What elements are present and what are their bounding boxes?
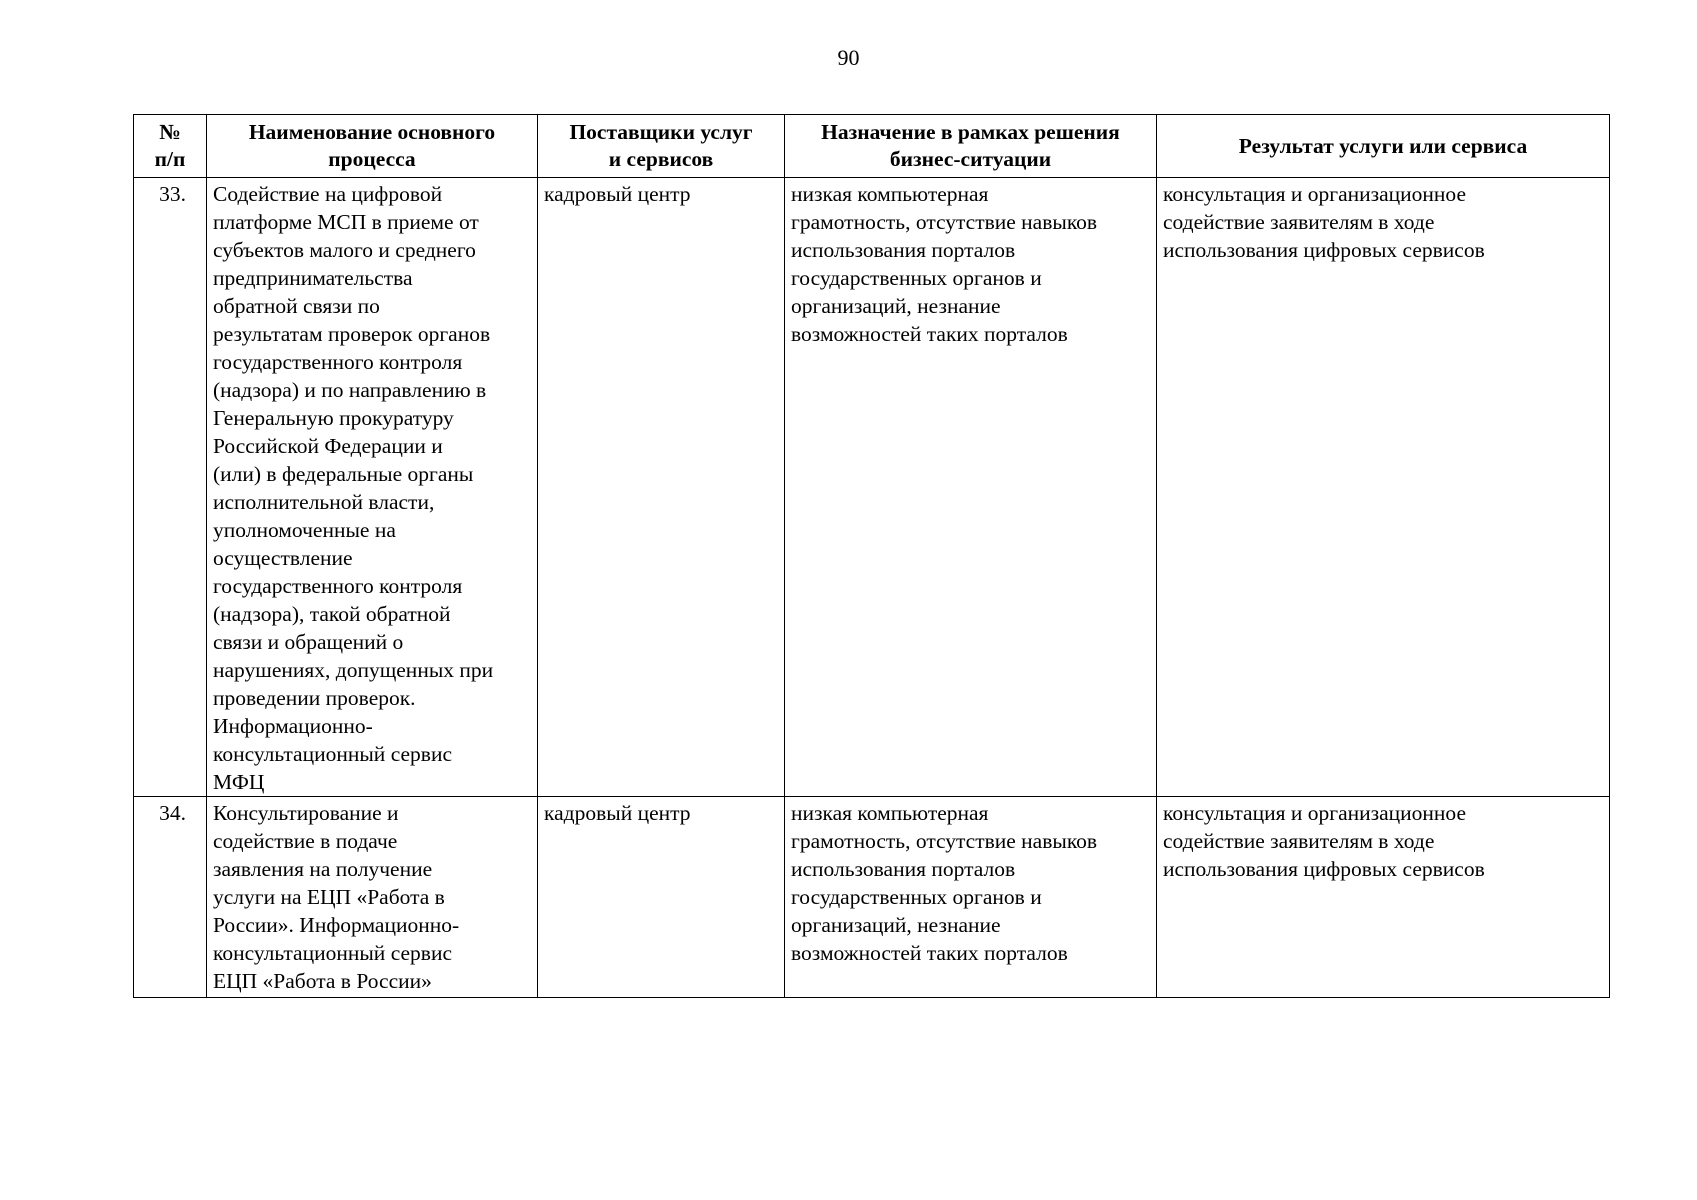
header-purpose: Назначение в рамках решения бизнес-ситуации [785,115,1157,178]
table-row [134,797,1610,998]
services-table [133,114,1610,998]
row-number: 34. [134,797,207,998]
table-row [134,178,1610,797]
providers-cell: кадровый центр [538,178,785,797]
result-cell: консультация и организационное содействие заявителям в ходе использования цифровых сервисов [1157,797,1610,998]
page-number: 90 [837,45,860,70]
providers-cell: кадровый центр [538,797,785,998]
row-number: 33. [134,178,207,797]
header-number: № п/п [134,115,207,178]
header-result: Результат услуги или сервиса [1157,115,1610,178]
table-header-row [134,115,1610,178]
purpose-cell: низкая компьютерная грамотность, отсутствие навыков использования порталов государственных органов и организаций, незнание возможностей таких порталов [785,178,1157,797]
header-providers: Поставщики услуг и сервисов [538,115,785,178]
process-name-cell: Содействие на цифровой платформе МСП в приеме от субъектов малого и среднего предпринимательства обратной связи по результатам проверок органов государственного контроля (надзора) и по направлению в Генеральную прокуратуру Российской Федерации и (или) в федеральные органы исполнительной власти, уполномоченные на осуществление государственного контроля (надзора), такой обратной связи и обращений о нарушениях, допущенных при проведении проверок. Информационно- консультационный сервис МФЦ [207,178,538,797]
result-cell: консультация и организационное содействие заявителям в ходе использования цифровых сервисов [1157,178,1610,797]
header-process-name: Наименование основного процесса [207,115,538,178]
purpose-cell: низкая компьютерная грамотность, отсутствие навыков использования порталов государственных органов и организаций, незнание возможностей таких порталов [785,797,1157,998]
process-name-cell: Консультирование и содействие в подаче заявления на получение услуги на ЕЦП «Работа в России». Информационно- консультационный сервис ЕЦП «Работа в России» [207,797,538,998]
